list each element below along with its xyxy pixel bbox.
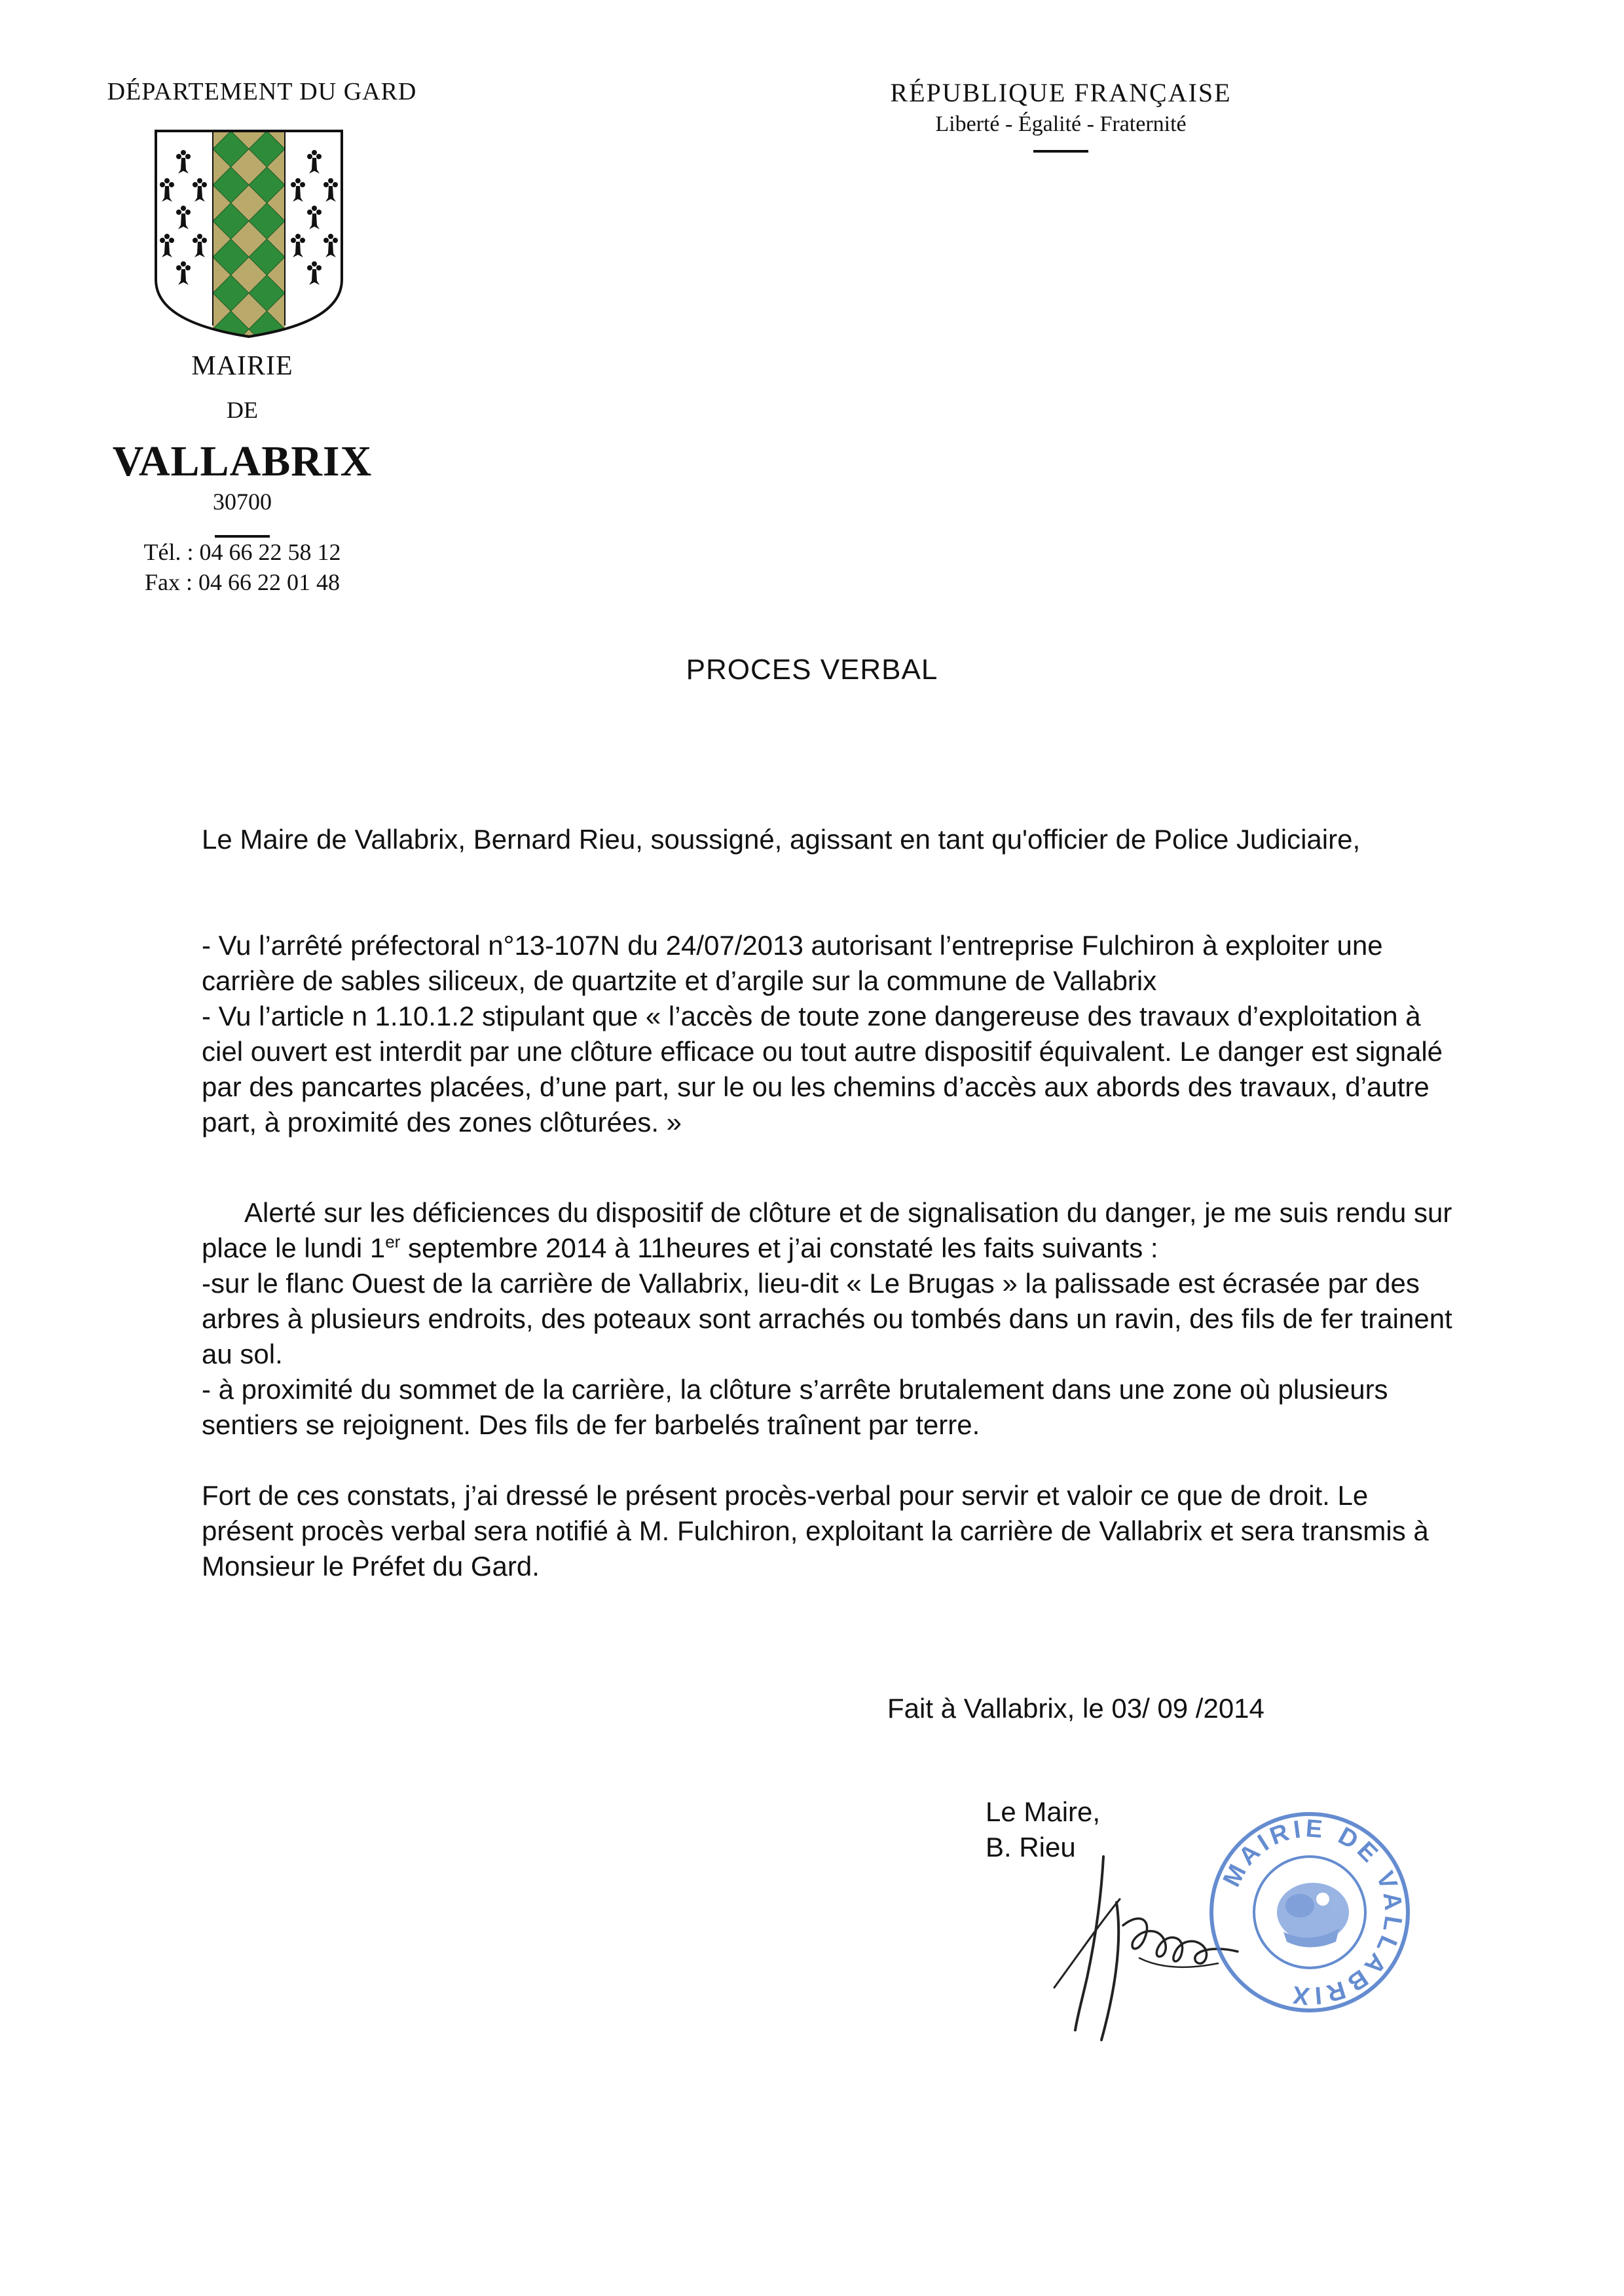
- republic-header: [838, 77, 1283, 153]
- phone-number: Tél. : 04 66 22 58 12: [143, 539, 341, 565]
- department-label: DÉPARTEMENT DU GARD: [107, 78, 417, 105]
- findings-intro-text: Alerté sur les déficiences du dispositif de clôture et de signalisation du danger, je me suis rendu sur place le lundi 1: [202, 1197, 1452, 1263]
- republic-motto: Liberté - Égalité - Fraternité: [935, 112, 1187, 136]
- signatory-title: Le Maire,: [986, 1796, 1101, 1827]
- official-stamp: [1205, 1807, 1414, 2017]
- contact-info: [79, 537, 406, 597]
- header-divider: [1033, 150, 1088, 153]
- conclusion-paragraph: Fort de ces constats, j’ai dressé le présent procès-verbal pour servir et valoir ce que de droit. Le présent procès verbal sera notifié à M. Fulchiron, exploitant la carrière de Vallabrix et sera transmis à Monsieur le Préfet du Gard.: [202, 1480, 1429, 1582]
- place-and-date: Fait à Vallabrix, le 03/ 09 /2014: [887, 1693, 1264, 1724]
- finding-west-flank: -sur le flanc Ouest de la carrière de Vallabrix, lieu-dit « Le Brugas » la palissade est écrasée par des arbres à plusieurs endroits, des poteaux sont arrachés ou tombés dans un ravin, des fils de fer trainent au sol.: [202, 1268, 1452, 1369]
- signatory-name: B. Rieu: [986, 1832, 1076, 1862]
- document-title: PROCES VERBAL: [686, 654, 938, 686]
- mairie-identity: [79, 350, 406, 538]
- finding-summit: - à proximité du sommet de la carrière, la clôture s’arrête brutalement dans une zone où plusieurs sentiers se rejoignent. Des fils de fer barbelés traînent par terre.: [202, 1374, 1388, 1440]
- findings-intro: [202, 1195, 1466, 1266]
- findings-intro-text-end: septembre 2014 à 11heures et j’ai constaté les faits suivants :: [400, 1232, 1158, 1263]
- de-label: DE: [227, 397, 258, 423]
- consideration-article: - Vu l’article n 1.10.1.2 stipulant que « l’accès de toute zone dangereuse des travaux d’exploitation à ciel ouvert est interdit par une clôture efficace ou tout autre dispositif équivalent. Le danger est signalé par des pancartes placées, d’une part, sur le ou les chemins d’accès aux abords des travaux, d’autre part, à proximité des zones clôturées. »: [202, 1001, 1443, 1138]
- consideration-prefectoral-order: - Vu l’arrêté préfectoral n°13-107N du 24/07/2013 autorisant l’entreprise Fulchiron à exploiter une carrière de sables siliceux, de quartzite et d’argile sur la commune de Vallabrix: [202, 930, 1383, 996]
- stamp-text: MAIRIE DE VALLABRIX: [1217, 1815, 1407, 2010]
- intro-paragraph: Le Maire de Vallabrix, Bernard Rieu, soussigné, agissant en tant qu'officier de Police Judiciaire,: [202, 824, 1361, 855]
- mairie-label: MAIRIE: [191, 351, 293, 381]
- coat-of-arms-logo: [151, 126, 347, 342]
- document-body: [202, 822, 1466, 1584]
- republic-title: RÉPUBLIQUE FRANÇAISE: [890, 78, 1232, 107]
- town-name: VALLABRIX: [112, 437, 373, 485]
- fax-number: Fax : 04 66 22 01 48: [144, 569, 340, 595]
- ordinal-superscript: er: [385, 1232, 401, 1251]
- postal-code: 30700: [213, 489, 272, 515]
